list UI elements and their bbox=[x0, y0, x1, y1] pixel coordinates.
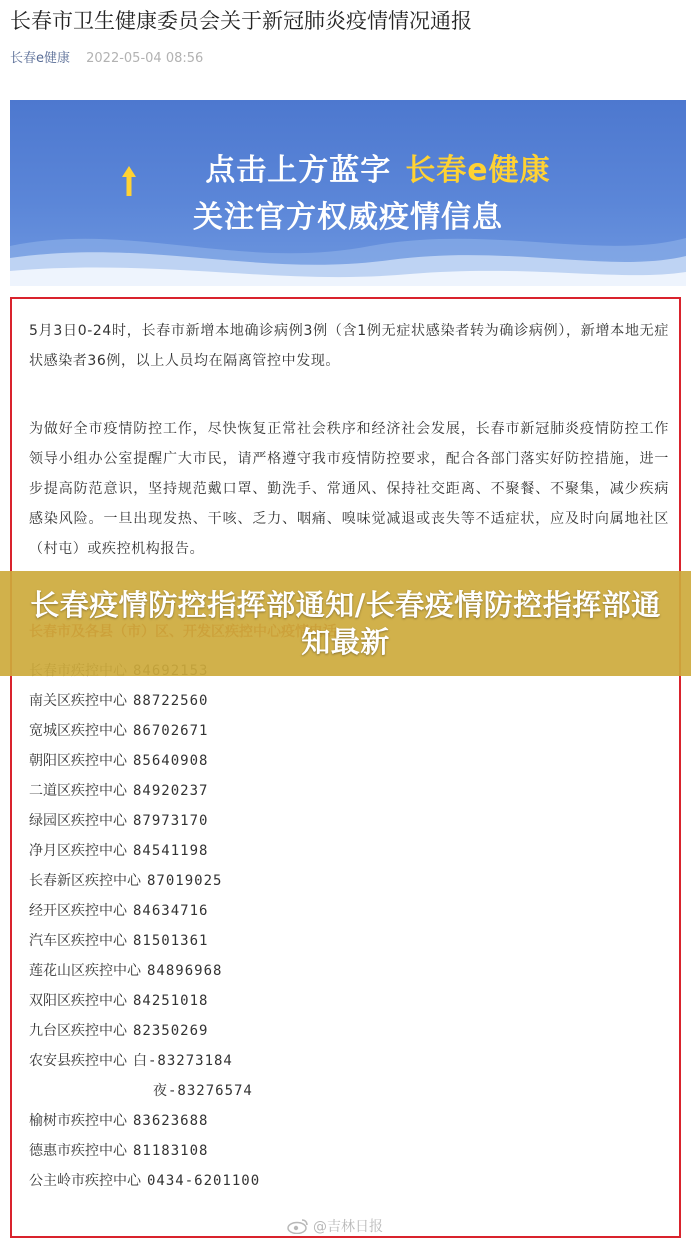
contact-phone: 白-83273184 bbox=[133, 1053, 233, 1069]
contact-name: 德惠市疾控中心 bbox=[29, 1143, 127, 1159]
contact-row bbox=[29, 1136, 669, 1166]
banner-brand: 长春e健康 bbox=[405, 153, 551, 188]
contact-phone: 84896968 bbox=[147, 963, 223, 979]
contact-row bbox=[29, 746, 669, 776]
contact-row bbox=[29, 956, 669, 986]
contact-phone: 81501361 bbox=[133, 933, 209, 949]
follow-banner[interactable] bbox=[10, 100, 686, 286]
contact-name: 绿园区疾控中心 bbox=[29, 813, 127, 829]
overlay-title: 长春疫情防控指挥部通知/长春疫情防控指挥部通知最新 bbox=[30, 587, 661, 659]
banner-line1 bbox=[10, 145, 686, 189]
banner-prefix: 点击上方蓝字 bbox=[205, 153, 392, 188]
title-overlay bbox=[0, 571, 691, 676]
contact-row bbox=[29, 1046, 669, 1076]
contact-row bbox=[29, 1166, 669, 1196]
contact-row bbox=[29, 896, 669, 926]
contact-name: 公主岭市疾控中心 bbox=[29, 1173, 141, 1189]
contact-list bbox=[29, 656, 669, 1196]
contact-phone: 87019025 bbox=[147, 873, 223, 889]
contact-name: 净月区疾控中心 bbox=[29, 843, 127, 859]
contact-name: 莲花山区疾控中心 bbox=[29, 963, 141, 979]
contact-row bbox=[29, 1016, 669, 1046]
contact-name: 朝阳区疾控中心 bbox=[29, 753, 127, 769]
contact-phone: 0434-6201100 bbox=[147, 1173, 261, 1189]
author-link[interactable]: 长春e健康 bbox=[10, 51, 70, 66]
weibo-icon bbox=[287, 1218, 309, 1234]
publish-time: 2022-05-04 08:56 bbox=[86, 51, 204, 66]
banner-line2: 关注官方权威疫情信息 bbox=[193, 200, 503, 235]
article-meta bbox=[10, 50, 203, 68]
contact-name: 农安县疾控中心 bbox=[29, 1053, 127, 1069]
contact-row bbox=[29, 986, 669, 1016]
contact-row bbox=[29, 836, 669, 866]
contact-name: 南关区疾控中心 bbox=[29, 693, 127, 709]
contact-row bbox=[29, 686, 669, 716]
contact-name: 汽车区疾控中心 bbox=[29, 933, 127, 949]
contact-phone: 88722560 bbox=[133, 693, 209, 709]
contact-name: 二道区疾控中心 bbox=[29, 783, 127, 799]
paragraph-reminder: 为做好全市疫情防控工作，尽快恢复正常社会秩序和经济社会发展，长春市新冠肺炎疫情防控工作领导小组办公室提醒广大市民，请严格遵守我市疫情防控要求，配合各部门落实好防控措施，进一步提高防范意识，坚持规范戴口罩、勤洗手、常通风、保持社交距离、不聚餐、不聚集，减少疾病感染风险。一旦出现发热、干咳、乏力、咽痛、嗅味觉减退或丧失等不适症状，应及时向属地社区（村屯）或疾控机构报告。 bbox=[29, 421, 669, 557]
contact-phone: 84541198 bbox=[133, 843, 209, 859]
contact-phone: 83623688 bbox=[133, 1113, 209, 1129]
contact-row bbox=[29, 716, 669, 746]
contact-name: 榆树市疾控中心 bbox=[29, 1113, 127, 1129]
contact-phone: 85640908 bbox=[133, 753, 209, 769]
contact-phone: 81183108 bbox=[133, 1143, 209, 1159]
watermark bbox=[287, 1216, 383, 1236]
contact-phone: 87973170 bbox=[133, 813, 209, 829]
contact-row bbox=[29, 926, 669, 956]
contact-phone: 84634716 bbox=[133, 903, 209, 919]
contact-phone: 84920237 bbox=[133, 783, 209, 799]
contact-row bbox=[29, 776, 669, 806]
article-title: 长春市卫生健康委员会关于新冠肺炎疫情情况通报 bbox=[10, 9, 472, 33]
paragraph-cases: 5月3日0-24时，长春市新增本地确诊病例3例（含1例无症状感染者转为确诊病例），新增本地无症状感染者36例，以上人员均在隔离管控中发现。 bbox=[29, 323, 669, 369]
contact-row bbox=[29, 806, 669, 836]
contact-phone: 夜-83276574 bbox=[153, 1083, 253, 1099]
contact-name: 经开区疾控中心 bbox=[29, 903, 127, 919]
contact-row bbox=[29, 866, 669, 896]
contact-name: 长春新区疾控中心 bbox=[29, 873, 141, 889]
contact-row bbox=[29, 1076, 669, 1106]
contact-phone: 86702671 bbox=[133, 723, 209, 739]
contact-phone: 84251018 bbox=[133, 993, 209, 1009]
notice-box bbox=[10, 297, 681, 1238]
watermark-text: @吉林日报 bbox=[313, 1219, 383, 1235]
contact-name: 九台区疾控中心 bbox=[29, 1023, 127, 1039]
contact-row bbox=[29, 1106, 669, 1136]
contact-phone: 82350269 bbox=[133, 1023, 209, 1039]
contact-name: 宽城区疾控中心 bbox=[29, 723, 127, 739]
contact-name: 双阳区疾控中心 bbox=[29, 993, 127, 1009]
